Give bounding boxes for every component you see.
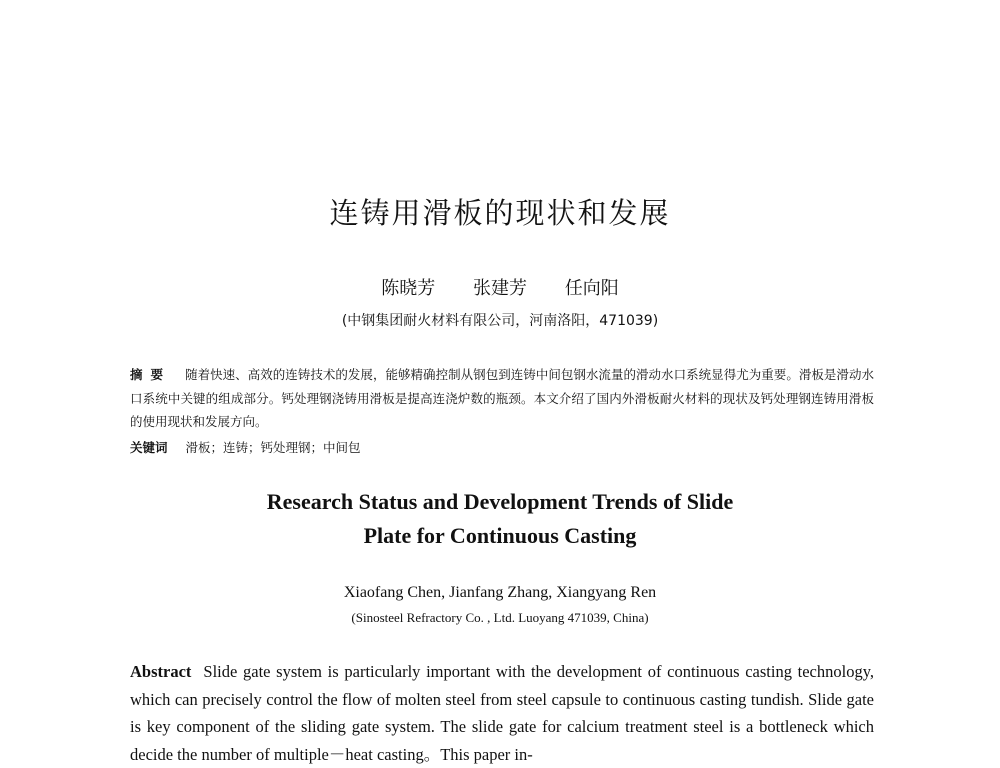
english-title-line-1: Research Status and Development Trends of Slide xyxy=(266,489,734,514)
author-name: 张建芳 xyxy=(473,278,527,299)
chinese-abstract-text: 随着快速、高效的连铸技术的发展，能够精确控制从钢包到连铸中间包钢水流量的滑动水口系统显得尤为重要。滑板是滑动水口系统中关键的组成部分。钙处理钢浇铸用滑板是提高连浇炉数的瓶颈。本文介绍了国内外滑板耐火材料的现状及钙处理钢连铸用滑板的使用现状和发展方向。 xyxy=(130,367,874,429)
chinese-abstract xyxy=(130,363,874,434)
english-abstract-text: Slide gate system is particularly important with the development of continuous casting technology, which can precisely control the flow of molten steel from steel capsule to continuous casting tundish. Slide gate is key component of the sliding gate system. The slide gate for calcium treatment steel is a bottleneck which decide the number of multiple－heat casting。This paper in- xyxy=(130,662,874,764)
chinese-keywords xyxy=(130,436,874,460)
chinese-authors xyxy=(0,276,1000,302)
chinese-affiliation: (中钢集团耐火材料有限公司，河南洛阳，471039) xyxy=(341,313,659,329)
english-affiliation: (Sinosteel Refractory Co. , Ltd. Luoyang 471039, China) xyxy=(351,610,649,625)
english-authors: Xiaofang Chen, Jianfang Zhang, Xiangyang Ren xyxy=(343,584,657,601)
chinese-abstract-label: 摘要 xyxy=(130,367,172,382)
english-abstract-label: Abstract xyxy=(130,662,192,681)
chinese-keywords-text: 滑板；连铸；钙处理钢；中间包 xyxy=(185,440,361,455)
english-title xyxy=(0,485,1000,553)
author-name: 陈晓芳 xyxy=(381,278,436,299)
english-abstract xyxy=(130,658,874,768)
author-name: 任向阳 xyxy=(564,278,619,299)
chinese-title: 连铸用滑板的现状和发展 xyxy=(329,196,671,230)
english-title-line-2: Plate for Continuous Casting xyxy=(363,523,637,548)
chinese-keywords-label: 关键词 xyxy=(130,440,168,455)
